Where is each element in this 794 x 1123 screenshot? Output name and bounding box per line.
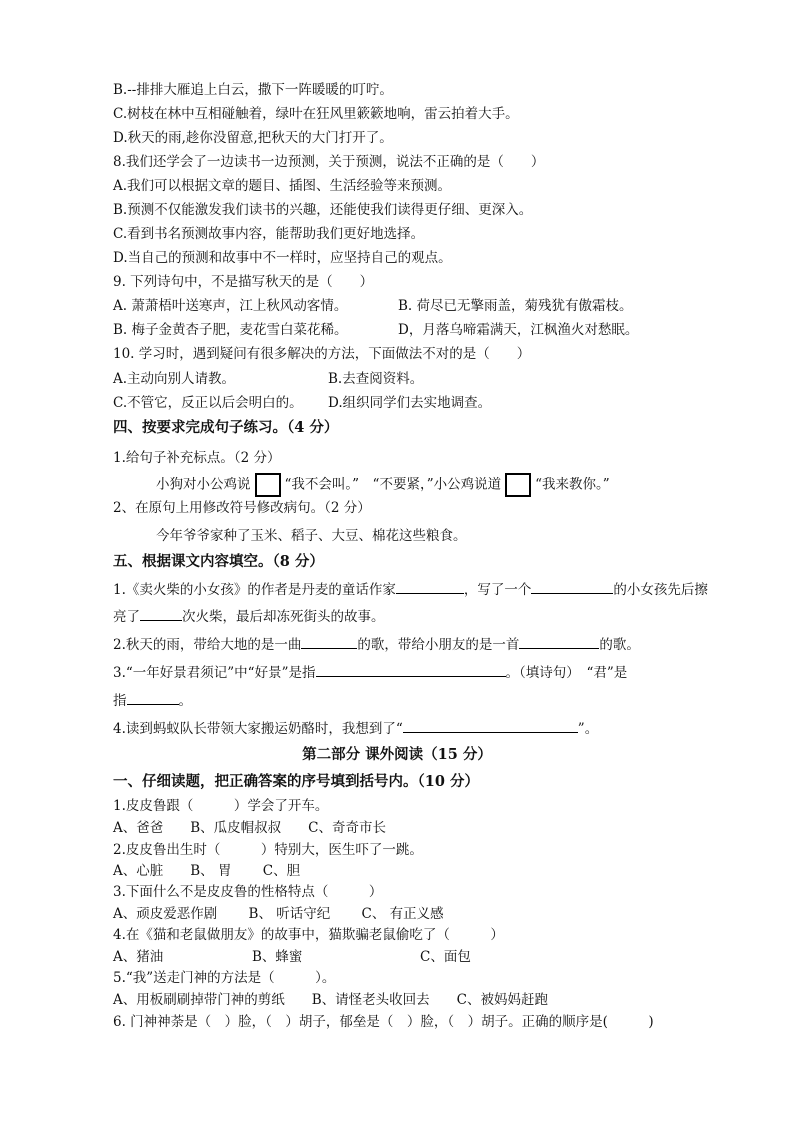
fill-text: 4.读到蚂蚁队长带领大家搬运奶酪时，我想到了“	[113, 721, 403, 737]
reading-q4: 4.在《猫和老鼠做朋友》的故事中，猫欺骗老鼠偷吃了（ ）	[113, 927, 504, 943]
fill-text: 次火柴，最后却冻死街头的故事。	[182, 609, 385, 625]
reading-q4-option-c: C、面包	[420, 949, 471, 965]
fill-text: 的歌，带给小朋友的是一首	[357, 637, 520, 653]
fill-blank[interactable]	[301, 634, 357, 649]
sec4-q2: 2、在原句上用修改符号修改病句。（2 分）	[113, 500, 371, 516]
reading-q3: 3.下面什么不是皮皮鲁的性格特点（ ）	[113, 884, 383, 900]
sec5-line4	[113, 662, 627, 683]
fill-text: ”。	[577, 721, 599, 737]
q9-option-c: B. 梅子金黄杏子肥，麦花雪白菜花稀。	[113, 322, 348, 338]
reading-q4-option-b: B、蜂蜜	[252, 949, 303, 965]
sec5-line5	[113, 690, 192, 711]
fill-text: 。（填诗句） “君”是	[505, 665, 628, 681]
q10-option-c: C.不管它，反正以后会明白的。	[113, 395, 303, 411]
q8-option-a: A.我们可以根据文章的题目、插图、生活经验等来预测。	[113, 178, 452, 194]
fill-text: 的歌。	[599, 637, 640, 653]
sec4-sentence1	[156, 473, 610, 497]
fill-text: 。	[178, 693, 192, 709]
reading-q1: 1.皮皮鲁跟（ ）学会了开车。	[113, 798, 329, 814]
fill-blank[interactable]	[127, 690, 179, 705]
fill-text: 1.《卖火柴的小女孩》的作者是丹麦的童话作家	[113, 582, 396, 598]
fill-blank[interactable]	[519, 634, 599, 649]
q8-option-d: D.当自己的预测和故事中不一样时，应坚持自己的观点。	[113, 250, 452, 266]
fill-blank[interactable]	[140, 606, 182, 621]
fill-blank[interactable]	[403, 718, 578, 733]
sec4-sentence2: 今年爷爷家种了玉米、稻子、大豆、棉花这些粮食。	[156, 528, 467, 544]
section5-title: 五、根据课文内容填空。（8 分）	[113, 553, 324, 570]
punctuation-box-1[interactable]	[255, 473, 281, 497]
q10-stem: 10. 学习时，遇到疑问有很多解决的方法，下面做法不对的是（ ）	[113, 346, 531, 362]
fill-blank[interactable]	[531, 579, 613, 594]
reading-q1-options: A、爸爸 B、瓜皮帽叔叔 C、奇奇市长	[113, 820, 386, 836]
section4-title: 四、按要求完成句子练习。（4 分）	[113, 419, 339, 436]
sentence1-part1: 小狗对小公鸡说	[156, 476, 251, 493]
q10-option-b: B.去查阅资料。	[328, 371, 424, 387]
sec5-line2	[113, 606, 385, 627]
sec5-line6	[113, 718, 598, 739]
q8-option-b: B.预测不仅能激发我们读书的兴趣，还能使我们读得更仔细、更深入。	[113, 202, 533, 218]
fill-text: 亮了	[113, 609, 140, 625]
sentence1-part3: “我来教你。”	[535, 476, 610, 493]
fill-blank[interactable]	[396, 579, 464, 594]
sentence1-part2: “我不会叫。” “不要紧，”小公鸡说道	[284, 476, 502, 493]
part2-section1-title: 一、仔细读题，把正确答案的序号填到括号内。（10 分）	[113, 773, 479, 790]
sec4-q1: 1.给句子补充标点。（2 分）	[113, 450, 281, 466]
fill-text: 2.秋天的雨，带给大地的是一曲	[113, 637, 302, 653]
q7-option-b: B.--排排大雁追上白云，撒下一阵暖暖的叮咛。	[113, 82, 393, 98]
q9-option-b: B. 荷尽已无擎雨盖，菊残犹有傲霜枝。	[398, 298, 633, 314]
q7-option-c: C.树枝在林中互相碰触着，绿叶在狂风里簌簌地响，雷云拍着大手。	[113, 106, 519, 122]
reading-q6: 6. 门神神荼是（ ）脸，（ ）胡子，郁垒是（ ）脸，（ ）胡子。正确的顺序是( )	[113, 1014, 654, 1030]
reading-q5-options: A、用板刷刷掉带门神的剪纸 B、请怪老头收回去 C、被妈妈赶跑	[113, 992, 548, 1008]
sec5-line3	[113, 634, 640, 655]
q9-option-d: D，月落乌啼霜满天，江枫渔火对愁眠。	[398, 322, 639, 338]
fill-text: 3.“一年好景君须记”中“好景”是指	[113, 665, 316, 681]
q7-option-d: D.秋天的雨,趁你没留意,把秋天的大门打开了。	[113, 130, 393, 146]
reading-q3-options: A、顽皮爱恶作剧 B、 听话守纪 C、 有正义感	[113, 906, 444, 922]
reading-q5: 5.“我”送走门神的方法是（ ）。	[113, 970, 336, 986]
q9-stem: 9. 下列诗句中，不是描写秋天的是（ ）	[113, 274, 374, 290]
reading-q4-option-a: A、猪油	[113, 949, 164, 965]
q8-stem: 8.我们还学会了一边读书一边预测，关于预测，说法不正确的是（ ）	[113, 154, 545, 170]
q8-option-c: C.看到书名预测故事内容，能帮助我们更好地选择。	[113, 226, 425, 242]
q10-option-d: D.组织同学们去实地调查。	[328, 395, 492, 411]
q10-option-a: A.主动向别人请教。	[113, 371, 236, 387]
fill-text: ，写了一个	[463, 582, 532, 598]
punctuation-box-2[interactable]	[505, 473, 531, 497]
sec5-line1	[113, 579, 708, 600]
reading-q2-options: A、心脏 B、 胃 C、胆	[113, 863, 301, 879]
fill-blank[interactable]	[316, 662, 506, 677]
fill-text: 的小女孩先后擦	[613, 582, 708, 598]
fill-text: 指	[113, 693, 127, 709]
part2-title: 第二部分 课外阅读（15 分）	[302, 746, 492, 763]
reading-q2: 2.皮皮鲁出生时（ ）特别大，医生吓了一跳。	[113, 842, 423, 858]
q9-option-a: A. 萧萧梧叶送寒声，江上秋风动客情。	[113, 298, 348, 314]
